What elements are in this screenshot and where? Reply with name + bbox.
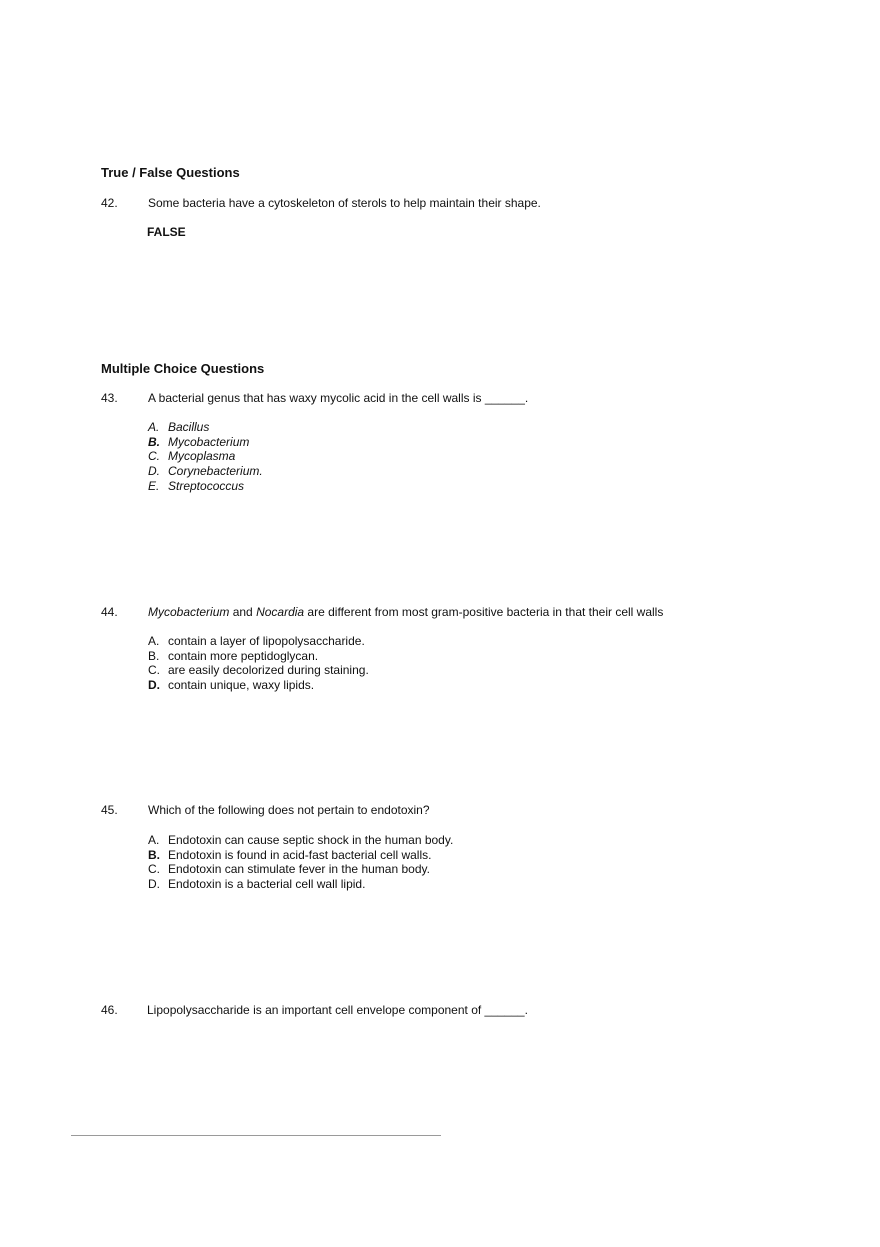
option-text: Mycobacterium <box>168 434 250 449</box>
option-text: Endotoxin is found in acid-fast bacterial cell walls. <box>168 847 432 862</box>
option-letter: D. <box>148 877 160 892</box>
option-item <box>148 464 263 479</box>
option-text: contain a layer of lipopolysaccharide. <box>168 634 365 648</box>
question-45-text: Which of the following does not pertain to endotoxin? <box>148 803 430 817</box>
genus-nocardia: Nocardia <box>256 605 305 619</box>
question-46-number: 46. <box>101 1003 118 1017</box>
option-letter: C. <box>148 663 160 678</box>
question-45-options <box>148 833 453 892</box>
option-text: Corynebacterium. <box>168 464 263 479</box>
option-item <box>148 862 453 877</box>
option-item <box>148 663 369 678</box>
option-letter: C. <box>148 449 160 464</box>
option-text: Endotoxin can cause septic shock in the human body. <box>168 833 454 847</box>
option-text: Endotoxin is a bacterial cell wall lipid. <box>168 877 366 892</box>
question-43-number: 43. <box>101 391 118 405</box>
question-42-answer: FALSE <box>147 225 186 239</box>
option-letter: E. <box>148 478 160 493</box>
option-letter: A. <box>148 833 160 847</box>
multiple-choice-heading: Multiple Choice Questions <box>101 361 265 376</box>
option-item <box>148 479 263 494</box>
option-item-correct <box>148 678 369 693</box>
option-item <box>148 420 263 435</box>
option-item <box>148 634 369 649</box>
text-connector: and <box>229 605 257 619</box>
question-42-text: Some bacteria have a cytoskeleton of sterols to help maintain their shape. <box>148 196 541 210</box>
true-false-heading: True / False Questions <box>101 165 240 180</box>
question-42-number: 42. <box>101 196 118 210</box>
option-letter: C. <box>148 862 160 877</box>
option-item <box>148 877 453 892</box>
question-44-number: 44. <box>101 605 118 619</box>
question-44-text <box>148 605 663 620</box>
option-item-correct <box>148 848 453 863</box>
option-text: Endotoxin can stimulate fever in the human body. <box>168 862 430 877</box>
option-letter-correct: D. <box>148 678 160 693</box>
option-text: are easily decolorized during staining. <box>168 663 369 678</box>
option-letter: A. <box>148 634 160 648</box>
option-text: contain unique, waxy lipids. <box>168 678 315 693</box>
option-text: contain more peptidoglycan. <box>168 648 319 663</box>
question-43-text: A bacterial genus that has waxy mycolic acid in the cell walls is ______. <box>148 391 529 405</box>
option-letter-correct: B. <box>148 847 160 862</box>
question-46-text: Lipopolysaccharide is an important cell envelope component of ______. <box>147 1003 528 1017</box>
option-text: Bacillus <box>168 420 210 434</box>
option-letter: D. <box>148 464 160 479</box>
option-text: Mycoplasma <box>168 449 236 464</box>
genus-mycobacterium: Mycobacterium <box>148 605 230 619</box>
footer-divider <box>71 1135 441 1136</box>
question-44-options <box>148 634 369 693</box>
option-letter: A. <box>148 420 160 434</box>
question-44-rest: are different from most gram-positive bacteria in that their cell walls <box>304 605 664 619</box>
option-letter: B. <box>148 648 160 663</box>
option-text: Streptococcus <box>168 478 245 493</box>
option-letter-correct: B. <box>148 434 160 449</box>
question-43-options <box>148 420 263 494</box>
option-item <box>148 449 263 464</box>
option-item-correct <box>148 435 263 450</box>
question-45-number: 45. <box>101 803 118 817</box>
option-item <box>148 833 453 848</box>
option-item <box>148 649 369 664</box>
